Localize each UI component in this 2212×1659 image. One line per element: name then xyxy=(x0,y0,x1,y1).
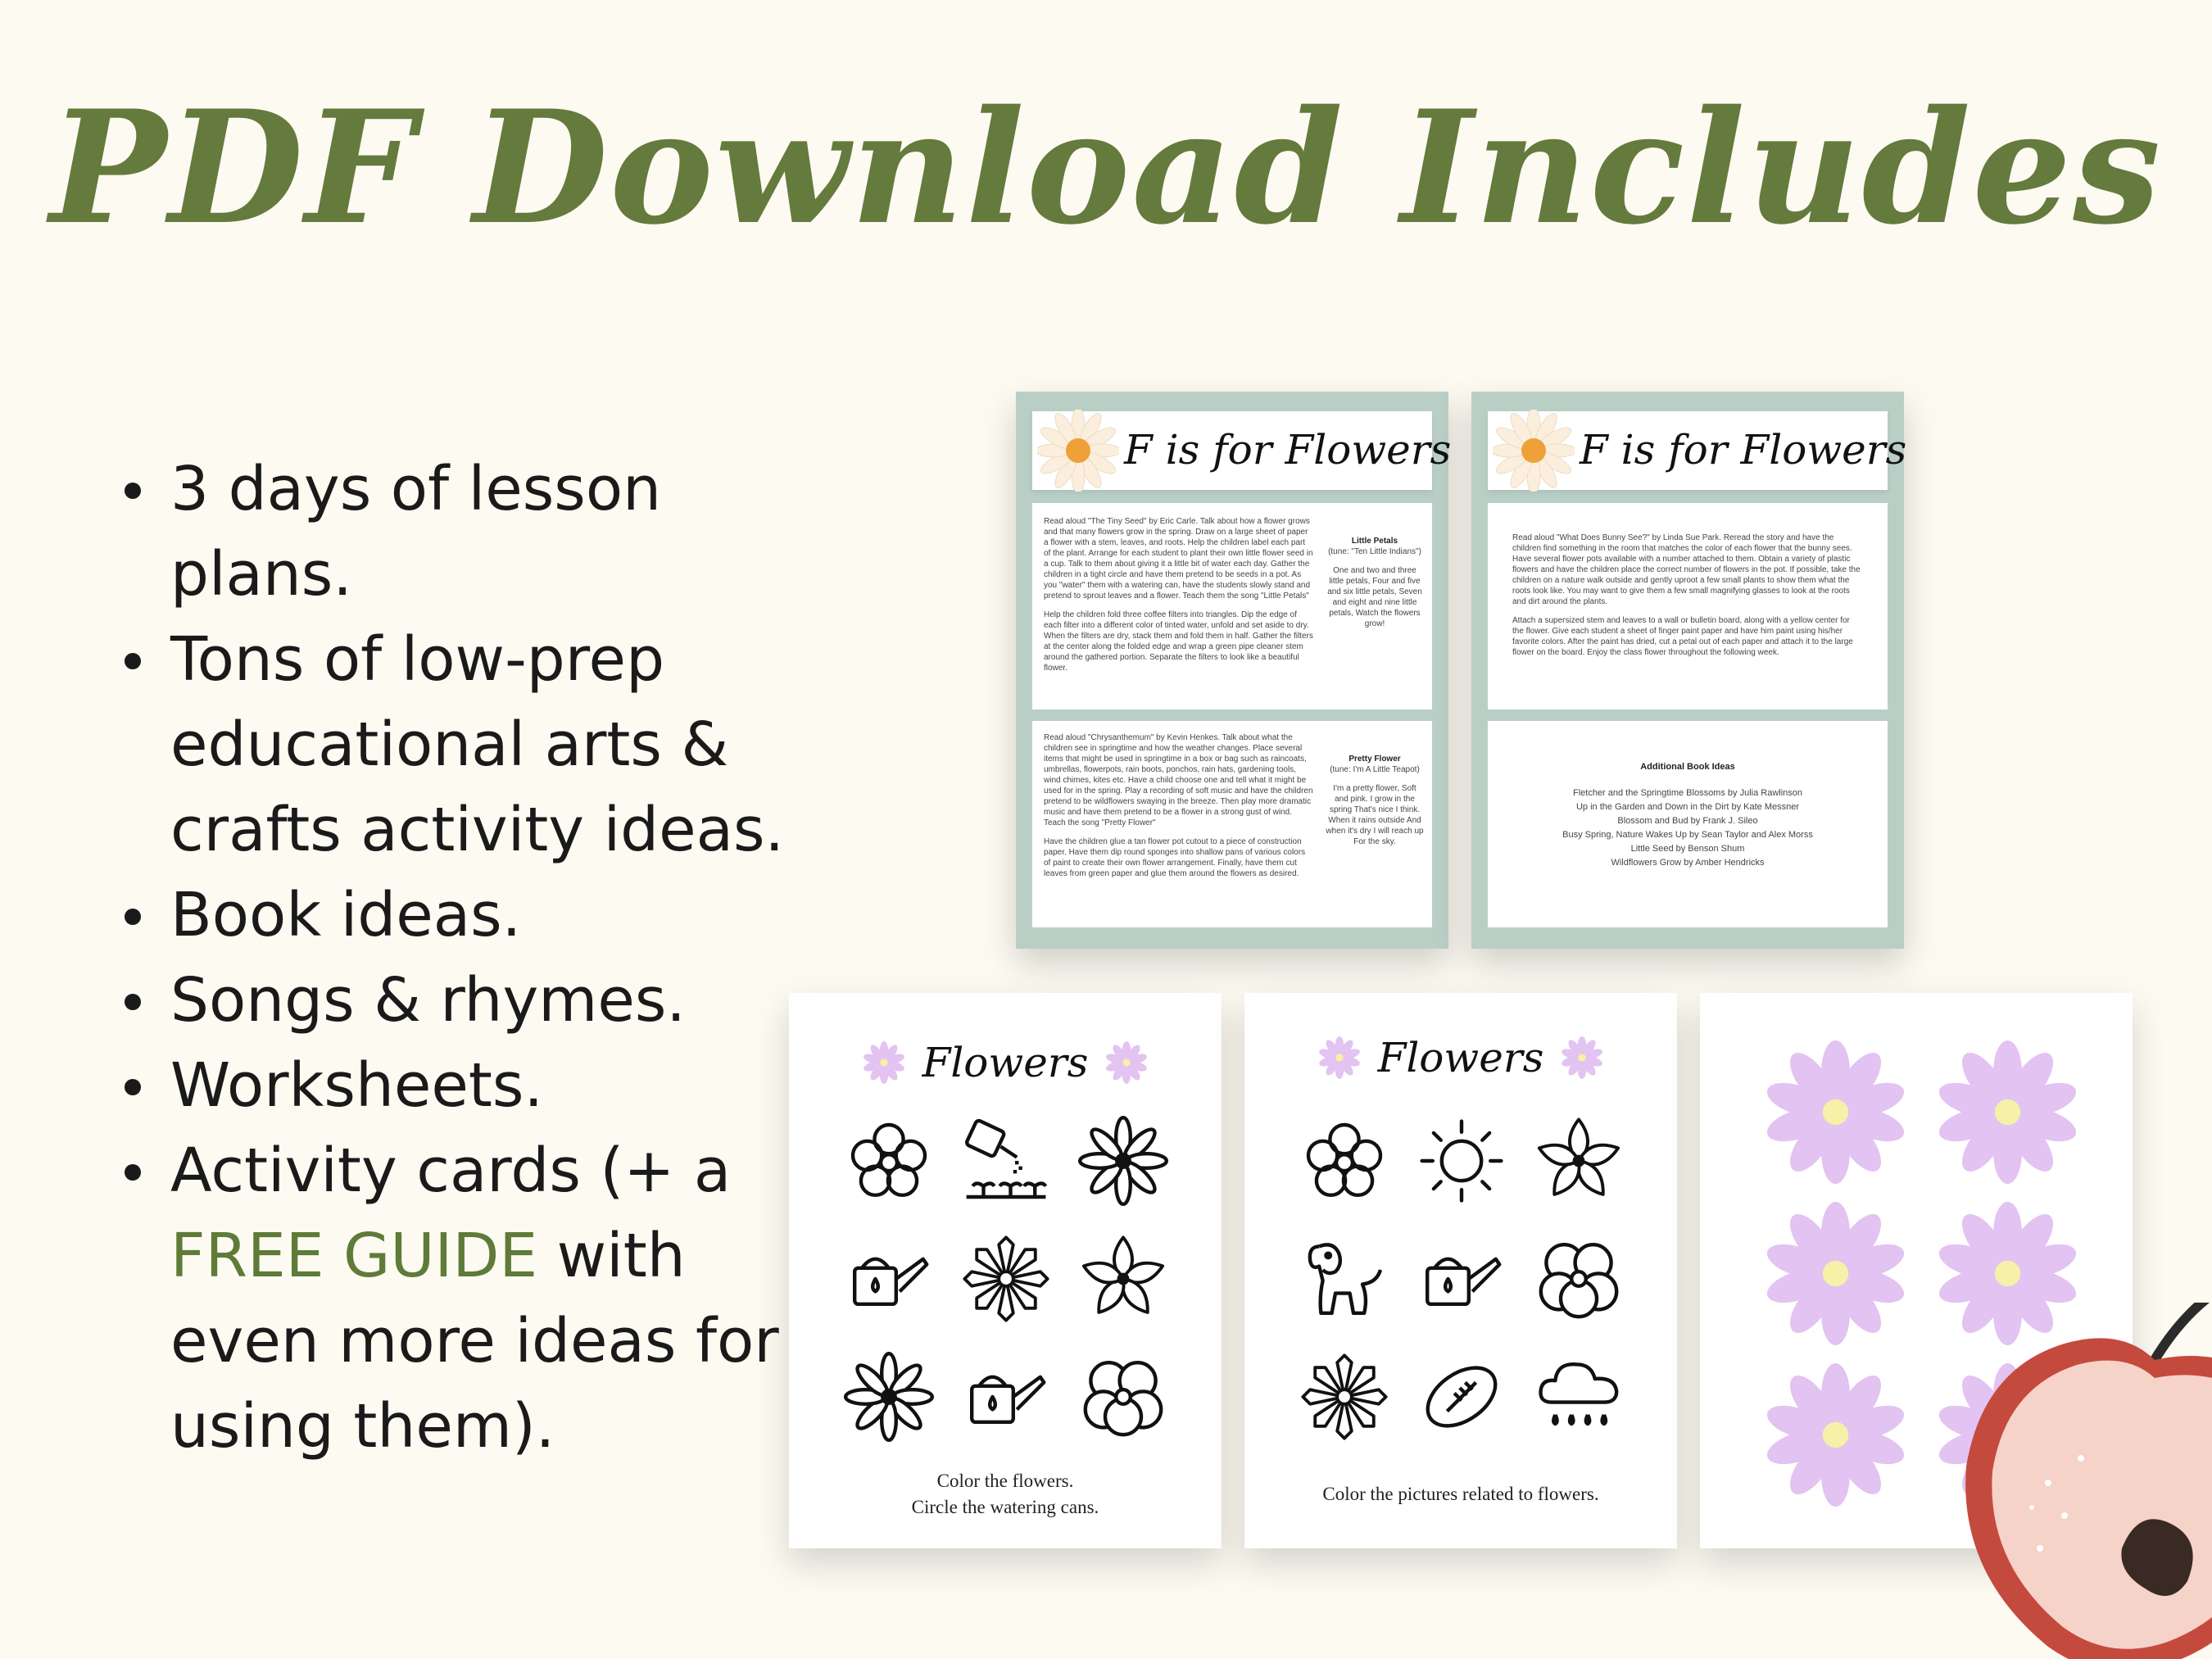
football-icon xyxy=(1416,1352,1507,1442)
watering-can-seedlings-icon xyxy=(961,1116,1051,1206)
book-item: Up in the Garden and Down in the Dirt by Kate Messner xyxy=(1575,802,1800,812)
apple-icon xyxy=(1933,1303,2212,1659)
lesson-text xyxy=(1044,732,1314,879)
feature-list xyxy=(123,446,795,1469)
instruction-line: Circle the watering cans. xyxy=(911,1497,1099,1517)
purple-flower-icon xyxy=(863,1041,905,1084)
song-box xyxy=(1326,536,1424,629)
bullet-crafts: Tons of low-prep educational arts & crafts activity ideas. xyxy=(123,617,795,873)
worksheet-title: Flowers xyxy=(922,1039,1089,1086)
worksheet-1 xyxy=(789,993,1222,1548)
book-list xyxy=(1504,762,1871,870)
lesson-paragraph: Read aloud "Chrysanthemum" by Kevin Henkes. Talk about what the children see in springtime and how the weather changes. Place several items that might be used in springtime in a box or bag such as raincoats, umbrellas, flowerpots, rain boots, ponchos, rain hats, gardening tools, wind chimes, kites etc. Have a child choose one and tell what it might be used for in the spring. Play a recording of soft music and have the children pretend to be wildflowers swaying in the breeze. Then play more dramatic music and have them pretend to be a flower in a strong gust of wind. Teach the song "Pretty Flower" xyxy=(1044,733,1313,827)
purple-flower-icon xyxy=(1105,1041,1148,1084)
lesson-page-2 xyxy=(1471,392,1907,949)
sun-icon xyxy=(1416,1116,1507,1206)
lesson-paragraph: Read aloud "What Does Bunny See?" by Linda Sue Park. Reread the story and have the children find something in the room that matches the color of each flower that the bunny sees. Have several flower pots available with a number attached to them. Obtain a variety of plastic flowers and have the children place the correct number of flowers in the pot. If possible, take the children on a nature walk outside and gently uproot a few small plants to show them what the roots look like. You may want to give them a few small magnifying glasses to look at the roots and dirt around the plants. xyxy=(1512,533,1861,606)
daisy-icon xyxy=(1493,410,1575,492)
book-ideas-panel xyxy=(1488,721,1888,927)
book-item: Fletcher and the Springtime Blossoms by Julia Rawlinson xyxy=(1572,788,1803,798)
poinsettia-icon xyxy=(1299,1352,1389,1442)
daisy-icon xyxy=(844,1352,934,1442)
lesson-paragraph: Attach a supersized stem and leaves to a wall or bulletin board, along with a yellow center for the flower. Give each student a sheet of finger paint paper and have him paint using his/her favorite colors. After the paint has dried, cut a petal out of each paper and attach it to the large flower on the board. Enjoy the class flower throughout the following week. xyxy=(1512,616,1853,657)
icon-grid xyxy=(830,1116,1182,1442)
watering-can-icon xyxy=(961,1352,1051,1442)
lesson-title: F is for Flowers xyxy=(1580,426,1907,474)
rain-cloud-icon xyxy=(1534,1352,1624,1442)
book-item: Blossom and Bud by Frank J. Sileo xyxy=(1617,816,1758,826)
pansy-icon xyxy=(1534,1234,1624,1324)
purple-flower-icon xyxy=(1936,1040,2079,1184)
lesson-paragraph: Help the children fold three coffee filters into triangles. Dip the edge of each filter into a different color of tinted water, unfold and set aside to dry. When the filters are dry, stack them and fold them in half. Gather the filters at the center along the folded edge and wrap a green pipe cleaner stem around the gathered portion. Separate the filters to look like a beautiful flower. xyxy=(1044,610,1313,673)
lesson-text xyxy=(1512,533,1863,658)
lesson-paragraph: Have the children glue a tan flower pot cutout to a piece of construction paper. Have them dip round sponges into shallow pans of various colors of paint to create their own flower arrangement. Finally, have them cut leaves from green paper and glue them around the flowers as desired. xyxy=(1044,837,1306,878)
purple-flower-icon xyxy=(1764,1202,1907,1345)
lesson-page-1 xyxy=(1016,392,1452,949)
flower-icon xyxy=(844,1116,934,1206)
dog-icon xyxy=(1299,1234,1389,1324)
purple-flower-icon xyxy=(1561,1036,1603,1079)
instruction-line: Color the flowers. xyxy=(936,1471,1074,1491)
icon-grid xyxy=(1285,1116,1638,1442)
worksheet-2 xyxy=(1244,993,1677,1548)
bullet-activity-pre: Activity cards (+ a xyxy=(170,1135,732,1206)
lesson-header xyxy=(1488,411,1907,490)
worksheet-title: Flowers xyxy=(1377,1034,1544,1081)
lesson-title: F is for Flowers xyxy=(1124,426,1452,474)
worksheet-header xyxy=(1244,1034,1677,1091)
lesson-day-1 xyxy=(1032,503,1432,709)
lily-icon xyxy=(1078,1234,1168,1324)
bullet-activity-cards xyxy=(123,1128,795,1469)
bullet-book-ideas: Book ideas. xyxy=(123,873,795,958)
purple-flower-icon xyxy=(1764,1363,1907,1507)
book-item: Little Seed by Benson Shum xyxy=(1630,844,1745,854)
watering-can-icon xyxy=(844,1234,934,1324)
lesson-day-3 xyxy=(1488,503,1888,709)
free-guide-highlight: FREE GUIDE xyxy=(170,1221,538,1291)
lesson-text xyxy=(1044,516,1314,673)
lesson-header xyxy=(1032,411,1452,490)
worksheet-instructions: Color the pictures related to flowers. xyxy=(1322,1484,1599,1504)
song-tune: (tune: "Ten Little Indians") xyxy=(1328,547,1421,556)
bullet-songs: Songs & rhymes. xyxy=(123,958,795,1043)
book-item: Busy Spring, Nature Wakes Up by Sean Taylor and Alex Morss xyxy=(1562,830,1813,840)
song-tune: (tune: I'm A Little Teapot) xyxy=(1330,765,1420,774)
worksheet-header xyxy=(789,1039,1222,1096)
song-lyrics: I'm a pretty flower, Soft and pink. I grow in the spring That's nice I think. When it rains outside And when it's dry I will reach up For the sky. xyxy=(1326,784,1424,846)
pansy-icon xyxy=(1078,1352,1168,1442)
lesson-paragraph: Read aloud "The Tiny Seed" by Eric Carle. Talk about how a flower grows and that many flowers grow in the spring. Draw on a large sheet of paper a flower with a stem, leaves, and roots. Help the children label each part of the plant. Arrange for each student to plant their own little flower seed in a cup. Talk to them about giving it a little bit of water each day. Gather the children in a tight circle and have them pretend to be seeds in a pot. As you "water" them with a watering can, have the students slowly stand and pretend to sprout leaves and a flower. Teach them the song "Little Petals" xyxy=(1044,517,1313,601)
books-title: Additional Book Ideas xyxy=(1640,762,1735,772)
bullet-activity-post: with even more ideas for using them). xyxy=(170,1221,779,1462)
page-title: PDF Download Includes xyxy=(49,76,2163,259)
bullet-worksheets: Worksheets. xyxy=(123,1043,795,1128)
daisy-icon xyxy=(1037,410,1119,492)
song-title: Little Petals xyxy=(1351,537,1398,546)
lesson-day-2 xyxy=(1032,721,1432,927)
worksheet-instructions xyxy=(789,1468,1222,1521)
poinsettia-icon xyxy=(961,1234,1051,1324)
song-title: Pretty Flower xyxy=(1349,755,1401,764)
lily-icon xyxy=(1534,1116,1624,1206)
daisy-icon xyxy=(1078,1116,1168,1206)
purple-flower-icon xyxy=(1318,1036,1361,1079)
song-box xyxy=(1326,754,1424,847)
book-item: Wildflowers Grow by Amber Hendricks xyxy=(1611,858,1765,868)
purple-flower-icon xyxy=(1764,1040,1907,1184)
watering-can-icon xyxy=(1416,1234,1507,1324)
bullet-lesson-plans: 3 days of lesson plans. xyxy=(123,446,795,617)
flower-icon xyxy=(1299,1116,1389,1206)
song-lyrics: One and two and three little petals, Four and five and six little petals, Seven and eight and nine little petals, Watch the flowers grow! xyxy=(1327,566,1422,628)
